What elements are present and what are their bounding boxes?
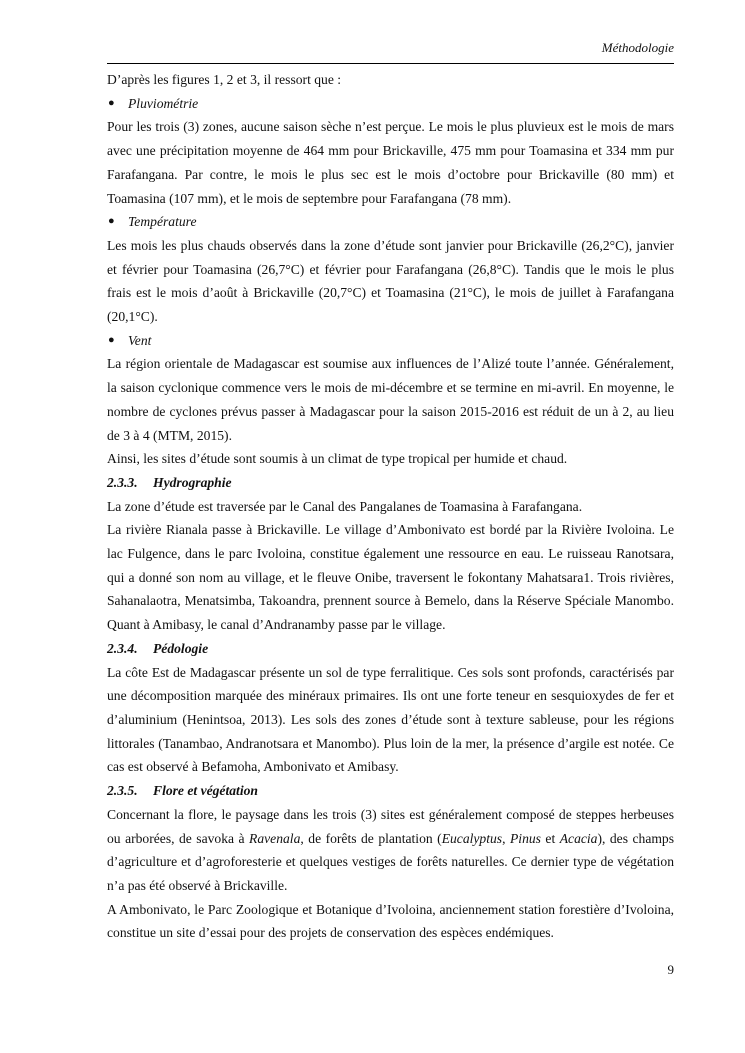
paragraph-pluviometrie: Pour les trois (3) zones, aucune saison sèche n’est perçue. Le mois le plus pluvieux est le mois de mars avec une précipitation moyenne de 464 mm pour Brickaville, 475 mm pour Toamasina et 334 mm pur Farafangana. Par contre, le mois le plus sec est le mois d’octobre pour Brickaville (80 mm) et Toamasina (107 mm), et le mois de septembre pour Farafangana (78 mm). [107, 119, 674, 206]
text-run: et [540, 830, 560, 846]
bullet-label: Pluviométrie [128, 95, 199, 111]
page-content [107, 68, 674, 945]
document-page [107, 0, 674, 1053]
running-header: Méthodologie [601, 40, 674, 55]
bullet-icon: ● [108, 96, 115, 109]
species-name: Eucalyptus [441, 830, 503, 846]
species-name: Pinus [509, 830, 541, 846]
bullet-label: Vent [128, 332, 152, 348]
species-name: Ravenala [249, 830, 301, 846]
section-title: Flore et végétation [153, 783, 258, 799]
section-number: 2.3.5. [107, 783, 138, 799]
paragraph-climat: Ainsi, les sites d’étude sont soumis à un climat de type tropical per humide et chaud. [107, 451, 568, 467]
paragraph-hydro-2: La rivière Rianala passe à Brickaville. Le village d’Ambonivato est bordé par la Rivière Ivoloina. Le lac Fulgence, dans le parc Ivoloina, constitue également une ressource en eau. Le ruisseau Ranotsara, qui a donné son nom au village, et le fleuve Onibe, traversent le fokontany Mahatsara1. Trois rivières, Sahanalaotra, Menatsimba, Takoandra, prennent source à Bemelo, dans la Réserve Spéciale Manombo. Quant à Amibasy, le canal d’Andranamby passe par le village. [107, 522, 674, 633]
section-number: 2.3.4. [107, 640, 138, 656]
section-heading-hydrographie [107, 471, 674, 495]
text-run: ), des champs d’agriculture et d’agroforesterie et quelques vestiges de forêts naturelles. Ce dernier type de végétation n’a pas été observé à Brickaville. [107, 830, 675, 893]
paragraph-pedologie: La côte Est de Madagascar présente un sol de type ferralitique. Ces sols sont profonds, caractérisés par une décomposition marquée des minéraux primaires. Ils ont une forte teneur en sesquioxydes de fer et d’aluminium (Henintsoa, 2013). Les sols des zones d’étude sont à texture sableuse, pour les régions littorales (Tanambao, Andranotsara et Manombo). Plus loin de la mer, la présence d’argile est notée. Ce cas est observé à Befamoha, Ambonivato et Amibasy. [107, 664, 674, 775]
section-number: 2.3.3. [107, 474, 138, 490]
bullet-vent [107, 329, 674, 353]
paragraph-temperature: Les mois les plus chauds observés dans la zone d’étude sont janvier pour Brickaville (26,2°C), janvier et février pour Toamasina (26,7°C) et février pour Farafangana (26,8°C). Tandis que le mois le plus frais est le mois d’août à Brickaville (20,7°C) et Toamasina (21°C), le mois de juillet à Farafangana (20,1°C). [107, 237, 674, 325]
page-number: 9 [667, 962, 674, 977]
paragraph-flore [107, 803, 674, 898]
bullet-pluviometrie [107, 92, 674, 116]
section-heading-flore [107, 779, 674, 803]
bullet-icon: ● [108, 333, 115, 346]
section-title: Pédologie [153, 640, 209, 656]
bullet-icon: ● [108, 215, 115, 228]
paragraph-ambonivato: A Ambonivato, le Parc Zoologique et Botanique d’Ivoloina, anciennement station forestière d’Ivoloina, constitue un site d’essai pour des projets de conservation des espèces endémiques. [107, 901, 674, 941]
species-name: Acacia [559, 830, 598, 846]
paragraph-hydro-1: La zone d’étude est traversée par le Canal des Pangalanes de Toamasina à Farafangana. [107, 498, 583, 514]
bullet-temperature [107, 210, 674, 234]
intro-text: D’après les figures 1, 2 et 3, il ressort que : [107, 72, 342, 87]
text-run: , [502, 830, 510, 846]
text-run: , de forêts de plantation ( [300, 830, 442, 846]
section-heading-pedologie [107, 637, 674, 661]
text-run: Concernant la flore, le paysage dans les trois (3) sites est généralement composé de steppes herbeuses ou arborées, de savoka à [107, 806, 674, 846]
paragraph-vent: La région orientale de Madagascar est soumise aux influences de l’Alizé toute l’année. Généralement, la saison cyclonique commence vers le mois de mi-décembre et se termine en mi-avril. En moyenne, le nombre de cyclones prévus passer à Madagascar pour la saison 2015-2016 est réduit de un à 2, au lieu de 3 à 4 (MTM, 2015). [107, 356, 674, 443]
bullet-label: Température [128, 214, 197, 230]
header-rule [107, 63, 674, 64]
section-title: Hydrographie [153, 474, 232, 490]
